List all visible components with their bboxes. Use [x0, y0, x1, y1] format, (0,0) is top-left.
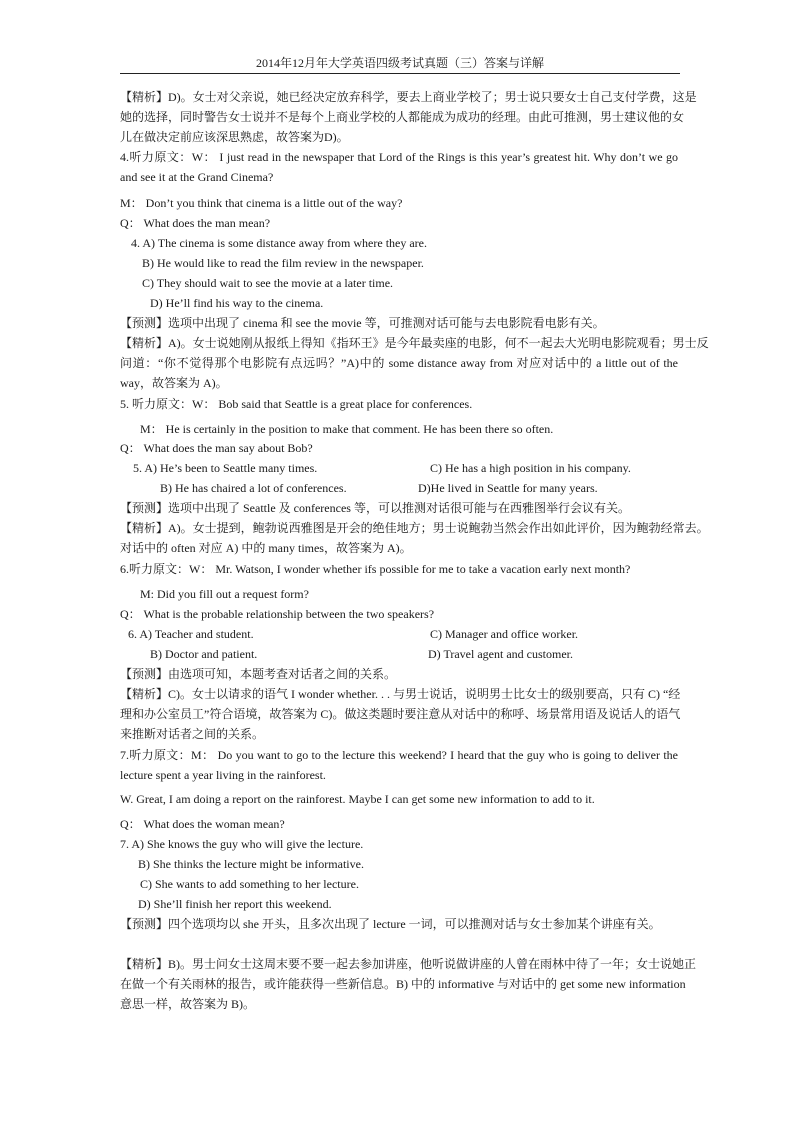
text-line: way，故答案为 A)。: [120, 376, 228, 390]
text-line: Q： What does the man mean?: [120, 216, 271, 230]
text-line: lecture spent a year living in the rainforest.: [120, 768, 326, 782]
text-line: M: Did you fill out a request form?: [140, 587, 309, 601]
text-line: 她的选择，同时警告女士说并不是每个上商业学校的人都能成为成功的经理。由此可推测，男士建议他的女: [120, 110, 685, 124]
text-line: 【预测】由选项可知，本题考查对话者之间的关系。: [120, 667, 397, 681]
text-line: C) They should wait to see the movie at a later time.: [142, 276, 394, 290]
text-line: 【精析】C)。女士以请求的语气 I wonder whether. . . 与男士说话，说明男士比女士的级别要高，只有 C) “经: [120, 687, 681, 701]
text-line: M： He is certainly in the position to make that comment. He has been there so often.: [140, 422, 554, 436]
text-line: C) He has a high position in his company.: [430, 461, 631, 475]
text-line: Q： What is the probable relationship between the two speakers?: [120, 607, 435, 621]
text-line: 7.听力原文：M： Do you want to go to the lecture this weekend? I heard that the guy who is going to deliver the: [120, 748, 678, 762]
text-line: 来推断对话者之间的关系。: [120, 727, 265, 741]
text-line: 【精析】D)。女士对父亲说，她已经决定放弃科学，要去上商业学校了；男士说只要女士自己支付学费，这是: [120, 90, 697, 104]
text-line: 【预测】选项中出现了 cinema 和 see the movie 等，可推测对话可能与去电影院看电影有关。: [120, 316, 605, 330]
text-line: M： Don’t you think that cinema is a little out of the way?: [120, 196, 403, 210]
text-line: Q： What does the man say about Bob?: [120, 441, 313, 455]
text-line: D) She’ll finish her report this weekend.: [138, 897, 332, 911]
text-line: 问道：“你不觉得那个电影院有点远吗？”A)中的 some distance away from 对应对话中的 a little out of the: [120, 356, 678, 370]
text-line: 【精析】B)。男士问女士这周末要不要一起去参加讲座，他听说做讲座的人曾在雨林中待了一年；女士说她正: [120, 957, 697, 971]
text-line: 4. A) The cinema is some distance away from where they are.: [131, 236, 428, 250]
text-line: 6.听力原文：W： Mr. Watson, I wonder whether ifs possible for me to take a vacation early next month?: [120, 562, 631, 576]
text-line: 对话中的 often 对应 A) 中的 many times，故答案为 A)。: [120, 541, 412, 555]
text-line: D) He’ll find his way to the cinema.: [150, 296, 324, 310]
text-line: 【预测】四个选项均以 she 开头，且多次出现了 lecture 一词，可以推测对话与女士参加某个讲座有关。: [120, 917, 661, 931]
text-line: 【精析】A)。女士说她刚从报纸上得知《指环王》是今年最卖座的电影，何不一起去大光明电影院观看；男士反: [120, 336, 709, 350]
text-line: D)He lived in Seattle for many years.: [418, 481, 598, 495]
text-line: 4.听力原文：W： I just read in the newspaper that Lord of the Rings is this year’s greatest hit. Why don’t we go: [120, 150, 678, 164]
page-header-title: 2014年12月年大学英语四级考试真题（三）答案与详解: [255, 56, 544, 70]
text-line: C) She wants to add something to her lecture.: [140, 877, 359, 891]
text-line: 理和办公室员工”符合语境，故答案为 C)。做这类题时要注意从对话中的称呼、场景常用语及说话人的语气: [120, 707, 681, 721]
text-line: B) She thinks the lecture might be informative.: [138, 857, 364, 871]
text-line: 5. 听力原文：W： Bob said that Seattle is a great place for conferences.: [120, 397, 473, 411]
text-line: Q： What does the woman mean?: [120, 817, 285, 831]
text-line: 儿在做决定前应该深思熟虑，故答案为D)。: [120, 130, 349, 144]
text-line: C) Manager and office worker.: [430, 627, 579, 641]
text-line: W. Great, I am doing a report on the rainforest. Maybe I can get some new information to add to it.: [120, 792, 595, 806]
text-line: 意思一样，故答案为 B)。: [120, 997, 256, 1011]
text-line: 6. A) Teacher and student.: [128, 627, 254, 641]
text-line: B) He would like to read the film review in the newspaper.: [142, 256, 424, 270]
text-line: 【精析】A)。女士提到，鲍勃说西雅图是开会的绝佳地方；男士说鲍勃当然会作出如此评价，因为鲍勃经常去。: [120, 521, 709, 535]
text-line: 【预测】选项中出现了 Seattle 及 conferences 等，可以推测对话很可能与在西雅图举行会议有关。: [120, 501, 630, 515]
header-rule: [120, 73, 680, 74]
text-line: 在做一个有关雨林的报告，或许能获得一些新信息。B) 中的 informative 与对话中的 get some new information: [120, 977, 686, 991]
text-line: D) Travel agent and customer.: [428, 647, 573, 661]
text-line: B) He has chaired a lot of conferences.: [160, 481, 347, 495]
text-line: 5. A) He’s been to Seattle many times.: [133, 461, 318, 475]
text-line: and see it at the Grand Cinema?: [120, 170, 274, 184]
text-line: 7. A) She knows the guy who will give the lecture.: [120, 837, 364, 851]
text-line: B) Doctor and patient.: [150, 647, 258, 661]
